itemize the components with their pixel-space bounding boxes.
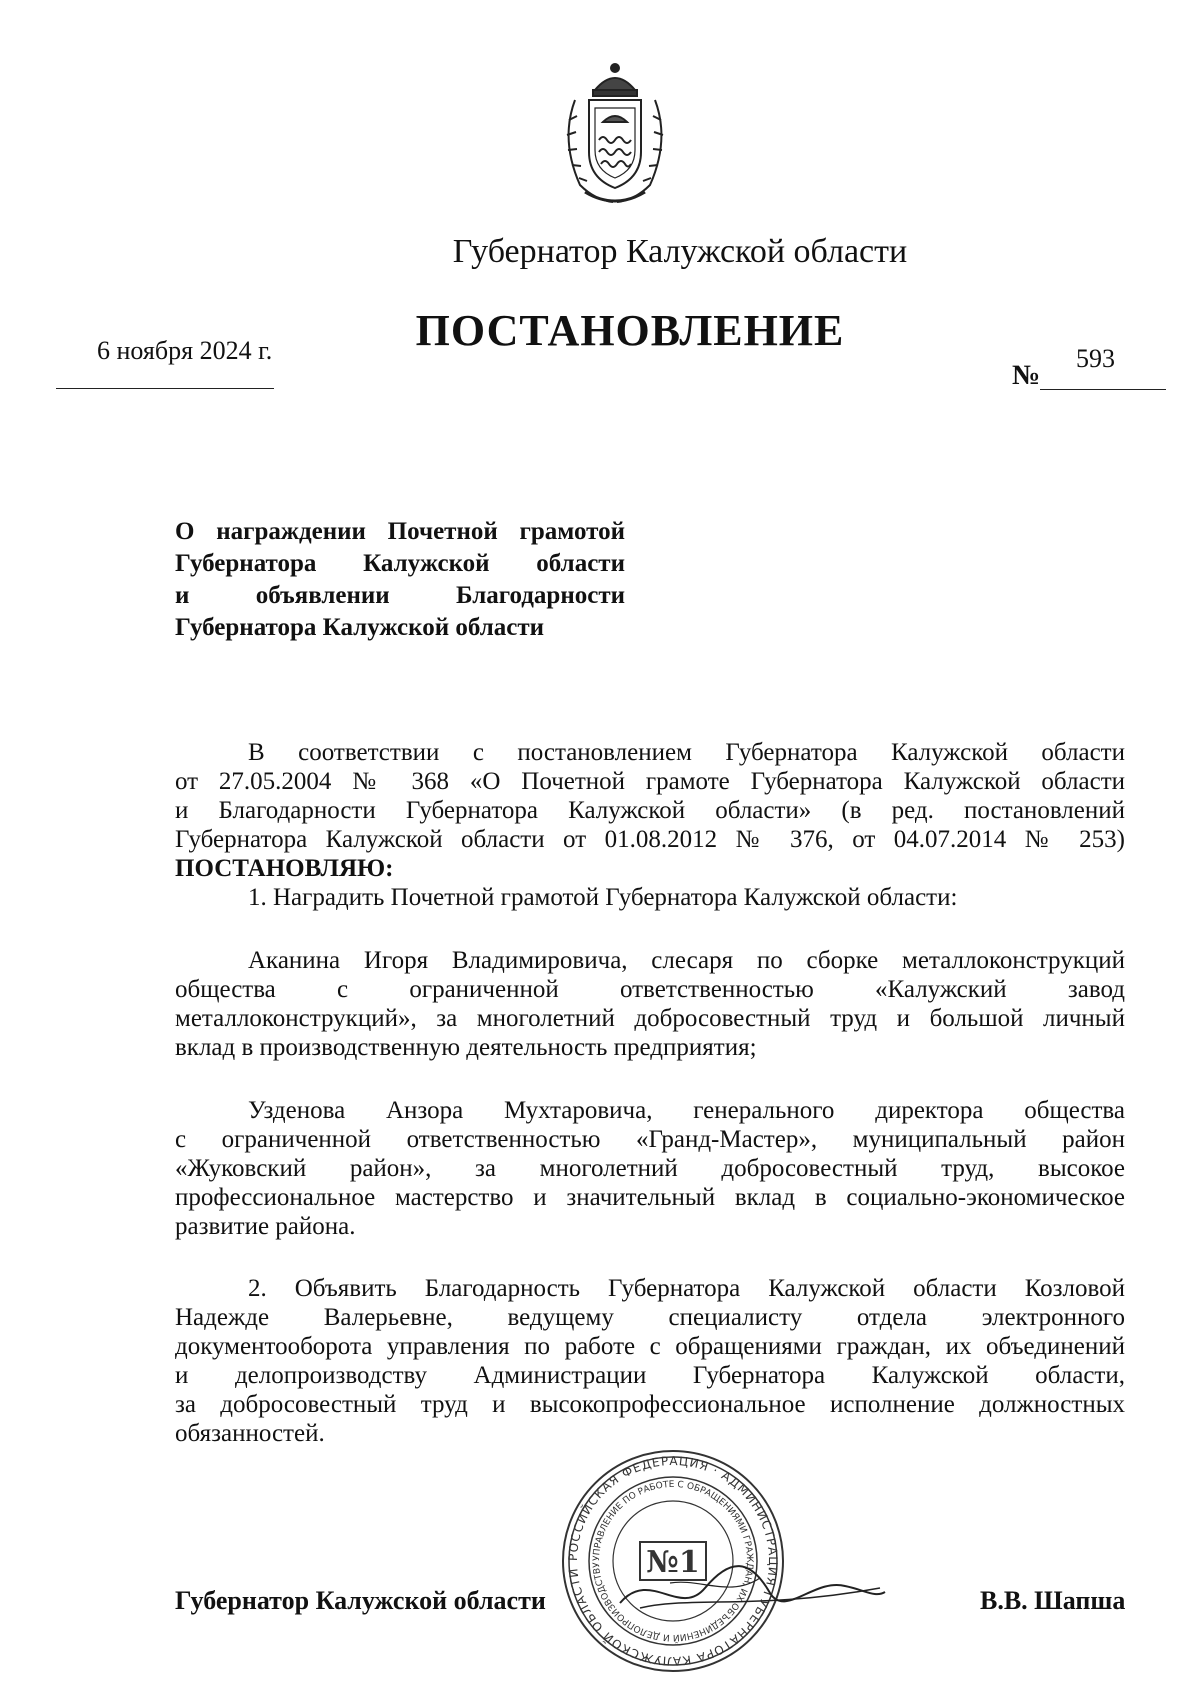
item-1: 1. Наградить Почетной грамотой Губернатора Калужской области:	[248, 884, 958, 911]
subject-line: и объявлении Благодарности	[175, 582, 625, 609]
award-line: «Жуковский район», за многолетний добросовестный труд, высокое	[175, 1155, 1125, 1182]
item-2-line: 2. Объявить Благодарность Губернатора Калужской области Козловой	[248, 1275, 1125, 1302]
stamp-inner-text: УПРАВЛЕНИЕ ПО РАБОТЕ С ОБРАЩЕНИЯМИ ГРАЖДАН, ИХ ОБЪЕДИНЕНИЙ И ДЕЛОПРОИЗВОДСТВУ	[591, 1479, 755, 1643]
preamble-line: от 27.05.2004 № 368 «О Почетной грамоте Губернатора Калужской области	[175, 768, 1125, 795]
preamble-paragraph	[175, 738, 1125, 912]
resolve-heading: ПОСТАНОВЛЯЮ:	[175, 855, 394, 882]
signatory-position: Губернатор Калужской области	[175, 1586, 546, 1615]
award-paragraph-2	[175, 1096, 1125, 1241]
number-underline	[1040, 389, 1166, 390]
document-date: 6 ноября 2024 г.	[97, 336, 273, 365]
subject-line: Губернатора Калужской области	[175, 614, 545, 641]
handwritten-signature	[610, 1548, 890, 1628]
item-2-line: обязанностей.	[175, 1420, 325, 1447]
stamp-outer-text: РОССИЙСКАЯ ФЕДЕРАЦИЯ · АДМИНИСТРАЦИЯ ГУБЕРНАТОРА КАЛУЖСКОЙ ОБЛАСТИ	[565, 1453, 781, 1669]
document-number: 593	[1076, 344, 1115, 373]
number-label: №	[1012, 360, 1041, 391]
item-2-line: за добросовестный труд и высокопрофессиональное исполнение должностных	[175, 1391, 1125, 1418]
stamp-number: №1	[646, 1545, 700, 1580]
award-paragraph-1	[175, 946, 1125, 1062]
coat-of-arms-emblem	[555, 60, 675, 210]
date-underline	[56, 388, 274, 389]
preamble-line: и Благодарности Губернатора Калужской области» (в ред. постановлений	[175, 797, 1125, 824]
item-2-paragraph	[175, 1274, 1125, 1448]
award-line: металлоконструкций», за многолетний добросовестный труд и большой личный	[175, 1005, 1125, 1032]
signatory-name: В.В. Шапша	[980, 1586, 1126, 1615]
award-line: Аканина Игоря Владимировича, слесаря по сборке металлоконструкций	[248, 947, 1125, 974]
award-line: Узденова Анзора Мухтаровича, генерального директора общества	[248, 1097, 1125, 1124]
preamble-line: Губернатора Калужской области от 01.08.2012 № 376, от 04.07.2014 № 253)	[175, 826, 1125, 853]
award-line: профессиональное мастерство и значительный вклад в социально-экономическое	[175, 1184, 1125, 1211]
item-2-line: Надежде Валерьевне, ведущему специалисту отдела электронного	[175, 1304, 1125, 1331]
authority-title: Губернатор Калужской области	[452, 233, 908, 270]
item-2-line: и делопроизводству Администрации Губернатора Калужской области,	[175, 1362, 1125, 1389]
subject-line: Губернатора Калужской области	[175, 550, 625, 577]
document-subject	[175, 516, 625, 644]
award-line: вклад в производственную деятельность предприятия;	[175, 1034, 757, 1061]
award-line: общества с ограниченной ответственностью «Калужский завод	[175, 976, 1125, 1003]
award-line: с ограниченной ответственностью «Гранд-Мастер», муниципальный район	[175, 1126, 1125, 1153]
subject-line: О награждении Почетной грамотой	[175, 518, 625, 545]
award-line: развитие района.	[175, 1213, 356, 1240]
item-2-line: документооборота управления по работе с обращениями граждан, их объединений	[175, 1333, 1125, 1360]
document-type: ПОСТАНОВЛЕНИЕ	[415, 306, 845, 355]
preamble-line: В соответствии с постановлением Губернатора Калужской области	[248, 739, 1125, 766]
